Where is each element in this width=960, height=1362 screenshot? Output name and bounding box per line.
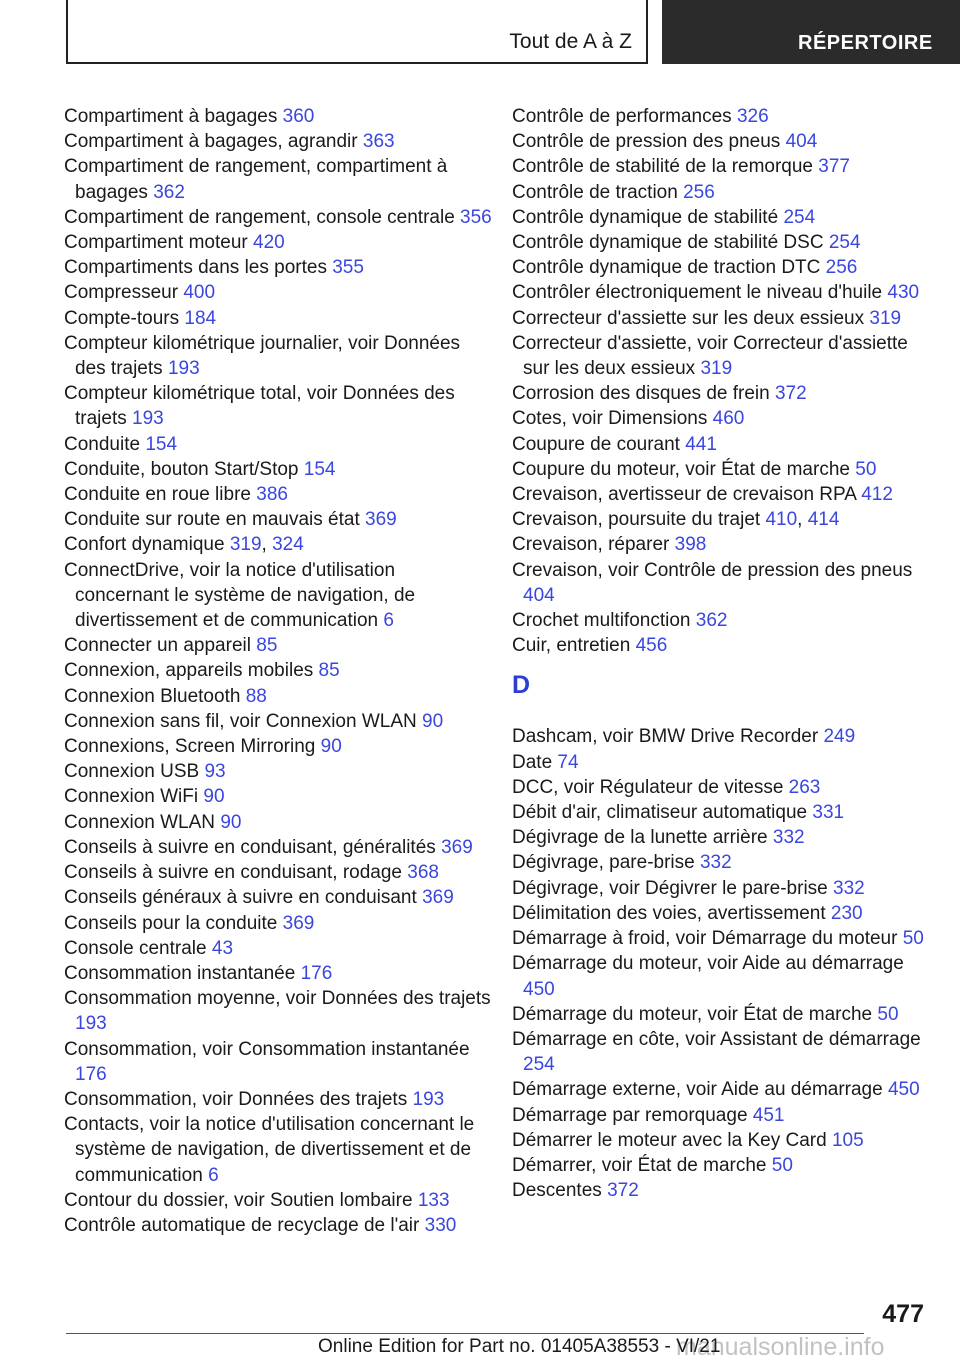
index-group-d	[512, 724, 932, 1203]
index-entry	[512, 1027, 932, 1077]
index-entry-label: Compartiment à bagages	[64, 106, 278, 127]
page-reference-link[interactable]: 85	[256, 635, 278, 657]
index-entry-label: Contrôle automatique de recyclage de l'air	[64, 1214, 420, 1236]
index-entry-label: Crevaison, réparer	[512, 534, 670, 556]
index-entry-label: Connexion WiFi	[64, 786, 199, 808]
index-entry	[64, 1112, 494, 1188]
index-entry	[512, 825, 932, 850]
index-entry-label: Connexion, appareils mobiles	[64, 660, 314, 682]
index-entry-label: Démarrage à froid, voir Démarrage du moteur	[512, 928, 898, 950]
page-reference-link[interactable]: 410	[765, 509, 798, 531]
page-reference-link[interactable]: 372	[774, 383, 807, 405]
page-reference-link[interactable]: 420	[253, 232, 285, 254]
index-entry	[64, 280, 494, 305]
index-entry	[512, 482, 932, 507]
page-reference-link[interactable]: 105	[831, 1129, 864, 1151]
index-entry	[64, 860, 494, 885]
index-entry	[512, 1153, 932, 1178]
index-entry-label: Crevaison, avertisseur de crevaison RPA	[512, 484, 856, 506]
index-entry	[64, 558, 494, 634]
page-reference-link[interactable]: 43	[211, 937, 234, 959]
page-reference-link[interactable]: 193	[412, 1088, 445, 1110]
index-entry-label: Connexion sans fil, voir Connexion WLAN	[64, 710, 417, 732]
index-group-c	[512, 104, 932, 658]
chapter-tab-label: RÉPERTOIRE	[798, 32, 933, 54]
index-entry	[64, 432, 494, 457]
index-entry	[512, 750, 932, 775]
index-entry-label: Console centrale	[64, 937, 207, 959]
index-entry-label: Consommation instantanée	[64, 962, 296, 984]
page-reference-link[interactable]: 50	[902, 928, 924, 950]
page-reference-link[interactable]: 319	[869, 307, 902, 329]
footer-edition-text: Online Edition for Part no. 01405A38553 - VI/21	[318, 1336, 721, 1357]
page-reference-link[interactable]: 176	[300, 962, 333, 984]
page-reference-link[interactable]: 456	[635, 635, 668, 657]
index-entry-label: Confort dynamique	[64, 534, 225, 556]
index-entry-label: Débit d'air, climatiseur automatique	[512, 802, 808, 824]
index-entry	[64, 759, 494, 784]
page-reference-link[interactable]: 324	[272, 534, 304, 556]
page-reference-link[interactable]: 404	[523, 584, 555, 606]
index-entry-label: Contrôle de stabilité de la remorque	[512, 156, 814, 178]
index-entry-label: Date	[512, 751, 553, 773]
index-entry-label: Compte-tours	[64, 307, 180, 329]
index-entry	[64, 633, 494, 658]
index-entry-label: Consommation moyenne, voir Données des trajets	[64, 988, 491, 1010]
index-entry	[64, 835, 494, 860]
page-reference-link[interactable]: 400	[183, 282, 216, 304]
index-entry	[64, 482, 494, 507]
index-entry	[512, 1077, 932, 1102]
index-entry-label: Compartiment à bagages, agrandir	[64, 131, 358, 153]
page-number: 477	[882, 1300, 924, 1328]
index-entry	[512, 1103, 932, 1128]
index-entry-label: Contour du dossier, voir Soutien lombaire	[64, 1189, 413, 1211]
page-reference-link[interactable]: 256	[683, 181, 715, 203]
index-entry-label: Cotes, voir Dimensions	[512, 408, 708, 430]
index-entry	[64, 255, 494, 280]
page-reference-link[interactable]: 90	[220, 811, 242, 833]
index-entry	[512, 558, 932, 608]
index-entry	[512, 532, 932, 557]
index-entry-label: Démarrage par remorquage	[512, 1104, 748, 1126]
page-reference-link[interactable]: 372	[607, 1180, 639, 1202]
page-reference-link[interactable]: 263	[788, 776, 821, 798]
index-entry	[64, 658, 494, 683]
chapter-tab	[662, 0, 960, 64]
page-reference-link[interactable]: 386	[256, 484, 288, 506]
page-reference-link[interactable]: 193	[132, 408, 164, 430]
page-reference-link[interactable]: 50	[771, 1154, 793, 1176]
page-reference-link[interactable]: 6	[208, 1164, 219, 1186]
page-reference-link[interactable]: 330	[424, 1214, 457, 1236]
index-entry	[512, 306, 932, 331]
page-reference-link[interactable]: 6	[383, 610, 394, 632]
page-reference-link[interactable]: 256	[825, 257, 858, 279]
index-entry-label: Contacts, voir la notice d'utilisation concernant le système de navigation, de divertissement et de communication	[64, 1114, 475, 1186]
index-entry-label: Compartiment moteur	[64, 232, 248, 254]
page-reference-link[interactable]: 184	[184, 307, 217, 329]
index-entry	[64, 1213, 494, 1238]
index-entry-label: Connexions, Screen Mirroring	[64, 736, 316, 758]
index-entry	[64, 306, 494, 331]
page-reference-link[interactable]: 74	[557, 751, 579, 773]
index-entry-label: Dégivrage, voir Dégivrer le pare-brise	[512, 877, 828, 899]
page-reference-link[interactable]: 326	[736, 106, 769, 127]
header-section-box	[66, 0, 648, 64]
index-entry-label: Contrôle dynamique de stabilité	[512, 206, 779, 228]
page-reference-link[interactable]: 332	[699, 852, 732, 874]
index-entry	[64, 154, 494, 204]
index-entry-label: Contrôle de traction	[512, 181, 678, 203]
index-entry	[64, 129, 494, 154]
index-entry-label: Conduite sur route en mauvais état	[64, 509, 360, 531]
index-entry	[64, 331, 494, 381]
index-entry	[512, 1178, 932, 1203]
index-entry-label: Démarrer le moteur avec la Key Card	[512, 1129, 827, 1151]
index-entry	[512, 951, 932, 1001]
index-entry-label: Connexion Bluetooth	[64, 685, 241, 707]
index-entry	[512, 850, 932, 875]
index-entry	[512, 280, 932, 305]
page-reference-link[interactable]: 254	[783, 206, 816, 228]
index-entry	[512, 775, 932, 800]
page-reference-link[interactable]: 332	[833, 877, 865, 899]
page-reference-link[interactable]: 254	[523, 1054, 555, 1076]
page-reference-link[interactable]: 363	[362, 131, 395, 153]
index-entry	[64, 104, 494, 129]
page-reference-link[interactable]: 319	[700, 358, 733, 380]
index-entry-label: Consommation, voir Données des trajets	[64, 1088, 408, 1110]
index-entry	[64, 936, 494, 961]
page-reference-link[interactable]: 176	[75, 1063, 107, 1085]
page-reference-link[interactable]: 377	[818, 156, 850, 178]
index-entry	[512, 331, 932, 381]
index-entry-label: Délimitation des voies, avertissement	[512, 902, 826, 924]
page-reference-link[interactable]: 355	[332, 257, 364, 279]
index-entry-label: Dégivrage de la lunette arrière	[512, 827, 768, 849]
index-entry-label: Conseils à suivre en conduisant, généralités	[64, 836, 436, 858]
index-entry-label: Démarrage du moteur, voir État de marche	[512, 1003, 873, 1025]
index-entry	[512, 633, 932, 658]
index-entry	[64, 734, 494, 759]
index-entry-label: Démarrage externe, voir Aide au démarrage	[512, 1079, 883, 1101]
page-reference-link[interactable]: 331	[812, 802, 845, 824]
page-reference-link[interactable]: 193	[167, 358, 200, 380]
page-reference-link[interactable]: 93	[204, 761, 226, 783]
page-reference-link[interactable]: 362	[153, 181, 185, 203]
index-column-right	[512, 104, 932, 1203]
index-entry-label: Coupure de courant	[512, 433, 680, 455]
page-reference-link[interactable]: 230	[830, 902, 863, 924]
page-reference-link[interactable]: 319	[229, 534, 262, 556]
index-entry-label: Conduite	[64, 433, 141, 455]
index-entry	[64, 1087, 494, 1112]
index-entry-label: Connexion WLAN	[64, 811, 216, 833]
page-reference-link[interactable]: 133	[417, 1189, 450, 1211]
index-entry	[64, 810, 494, 835]
page-reference-link[interactable]: 369	[441, 836, 473, 858]
index-entry: Crevaison, poursuite du trajet 410, 414	[512, 509, 840, 531]
index-entry-label: Conseils généraux à suivre en conduisant	[64, 887, 417, 909]
index-entry	[512, 230, 932, 255]
index-entry	[64, 230, 494, 255]
index-entry	[64, 986, 494, 1036]
index-entry	[512, 255, 932, 280]
page-reference-link[interactable]: 414	[807, 509, 840, 531]
index-entry-label: Corrosion des disques de frein	[512, 383, 770, 405]
index-entry-label: Consommation, voir Consommation instantanée	[64, 1038, 470, 1060]
index-entry	[64, 1188, 494, 1213]
index-entry-label: Compartiment de rangement, compartiment à bagages	[64, 156, 448, 203]
watermark: manualsonline.info	[676, 1333, 885, 1361]
index-entry	[512, 432, 932, 457]
index-entry	[64, 784, 494, 809]
index-entry-label: Contrôle dynamique de stabilité DSC	[512, 232, 824, 254]
page-reference-link[interactable]: 90	[422, 710, 444, 732]
index-entry-label: Coupure du moteur, voir État de marche	[512, 458, 850, 480]
index-entry	[64, 709, 494, 734]
index-entry-label: Dégivrage, pare-brise	[512, 852, 695, 874]
page-reference-link[interactable]: 85	[318, 660, 340, 682]
page-reference-link[interactable]: 254	[828, 232, 861, 254]
index-entry	[512, 129, 932, 154]
page-reference-link[interactable]: 450	[523, 978, 555, 1000]
index-entry-label: Compartiments dans les portes	[64, 257, 327, 279]
page-reference-link[interactable]: 88	[245, 685, 267, 707]
section-title: Tout de A à Z	[509, 30, 632, 53]
index-entry-label: Conduite, bouton Start/Stop	[64, 458, 299, 480]
index-entry-label: Crevaison, poursuite du trajet	[512, 509, 761, 531]
index-entry	[64, 885, 494, 910]
section-letter-heading: D	[512, 671, 531, 700]
page-reference-link[interactable]: 249	[823, 726, 856, 748]
index-entry-label: Compartiment de rangement, console centrale	[64, 206, 455, 228]
index-entry-label: Démarrage en côte, voir Assistant de démarrage	[512, 1028, 921, 1050]
index-entry	[64, 911, 494, 936]
page-reference-link[interactable]: 460	[712, 408, 745, 430]
page-reference-link[interactable]: 398	[674, 534, 707, 556]
page-reference-link[interactable]: 90	[320, 736, 342, 758]
index-entry	[512, 154, 932, 179]
index-entry-label: Dashcam, voir BMW Drive Recorder	[512, 726, 819, 748]
index-entry-label: Compteur kilométrique total, voir Données des trajets	[64, 383, 455, 430]
index-entry-label: Conduite en roue libre	[64, 484, 251, 506]
page-reference-link[interactable]: 193	[75, 1013, 107, 1035]
index-entry-label: Contrôle de pression des pneus	[512, 131, 781, 153]
page-reference-link[interactable]: 50	[877, 1003, 899, 1025]
index-entry	[512, 1002, 932, 1027]
index-entry	[512, 457, 932, 482]
page-reference-link[interactable]: 368	[407, 862, 439, 884]
index-entry	[512, 800, 932, 825]
index-entry-label: Contrôle de performances	[512, 106, 732, 127]
page-reference-link[interactable]: 356	[460, 206, 492, 228]
index-entry	[512, 901, 932, 926]
index-entry-label: Conseils à suivre en conduisant, rodage	[64, 862, 402, 884]
index-entry-label: Compresseur	[64, 282, 179, 304]
index-entry-label: Contrôle dynamique de traction DTC	[512, 257, 821, 279]
page-reference-link[interactable]: 451	[752, 1104, 785, 1126]
index-entry-label: Contrôler électroniquement le niveau d'huile	[512, 282, 883, 304]
page-reference-link[interactable]: 362	[695, 610, 728, 632]
index-entry-label: Crochet multifonction	[512, 610, 691, 632]
page-reference-link[interactable]: 154	[303, 458, 336, 480]
page-reference-link[interactable]: 412	[861, 484, 893, 506]
index-entry	[512, 381, 932, 406]
index-entry-label: Correcteur d'assiette sur les deux essieux	[512, 307, 865, 329]
index-entry-label: DCC, voir Régulateur de vitesse	[512, 776, 784, 798]
index-entry	[512, 608, 932, 633]
index-entry	[512, 876, 932, 901]
index-entry-label: Descentes	[512, 1180, 602, 1202]
page-reference-link[interactable]: 450	[887, 1079, 920, 1101]
page-reference-link[interactable]: 50	[855, 458, 877, 480]
index-entry	[64, 205, 494, 230]
index-entry	[512, 926, 932, 951]
index-entry-label: Démarrer, voir État de marche	[512, 1154, 767, 1176]
index-entry-label: Connecter un appareil	[64, 635, 251, 657]
index-entry	[512, 724, 932, 749]
index-entry	[64, 684, 494, 709]
index-entry	[64, 457, 494, 482]
page-reference-link[interactable]: 154	[145, 433, 178, 455]
index-entry	[512, 180, 932, 205]
page-reference-link[interactable]: 332	[772, 827, 805, 849]
index-entry	[64, 381, 494, 431]
index-entry	[64, 1037, 494, 1087]
index-entry-label: ConnectDrive, voir la notice d'utilisation concernant le système de navigation, de divertissement et de communication	[64, 559, 416, 632]
page-reference-link[interactable]: 430	[887, 282, 920, 304]
index-entry	[512, 406, 932, 431]
index-entry-label: Compteur kilométrique journalier, voir Données des trajets	[64, 332, 461, 380]
page-reference-link[interactable]: 90	[203, 786, 225, 808]
index-entry-label: Crevaison, voir Contrôle de pression des pneus	[512, 559, 913, 581]
page-reference-link[interactable]: 360	[282, 106, 315, 127]
page-reference-link[interactable]: 369	[365, 509, 397, 531]
index-column-left	[64, 104, 494, 1238]
index-entry-label: Démarrage du moteur, voir Aide au démarrage	[512, 953, 904, 975]
index-entry	[512, 104, 932, 129]
index-entry: Confort dynamique 319, 324	[64, 534, 304, 556]
index-entry-label: Connexion USB	[64, 761, 200, 783]
page-reference-link[interactable]: 404	[785, 131, 818, 153]
index-entry	[64, 961, 494, 986]
index-entry	[512, 1128, 932, 1153]
index-entry	[64, 507, 494, 532]
index-entry-label: Correcteur d'assiette, voir Correcteur d'assiette sur les deux essieux	[512, 332, 908, 380]
page-reference-link[interactable]: 441	[685, 433, 717, 455]
index-entry	[512, 205, 932, 230]
index-entry-label: Cuir, entretien	[512, 635, 631, 657]
index-entry-label: Conseils pour la conduite	[64, 912, 278, 934]
page-reference-link[interactable]: 369	[422, 887, 454, 909]
page-reference-link[interactable]: 369	[282, 912, 315, 934]
